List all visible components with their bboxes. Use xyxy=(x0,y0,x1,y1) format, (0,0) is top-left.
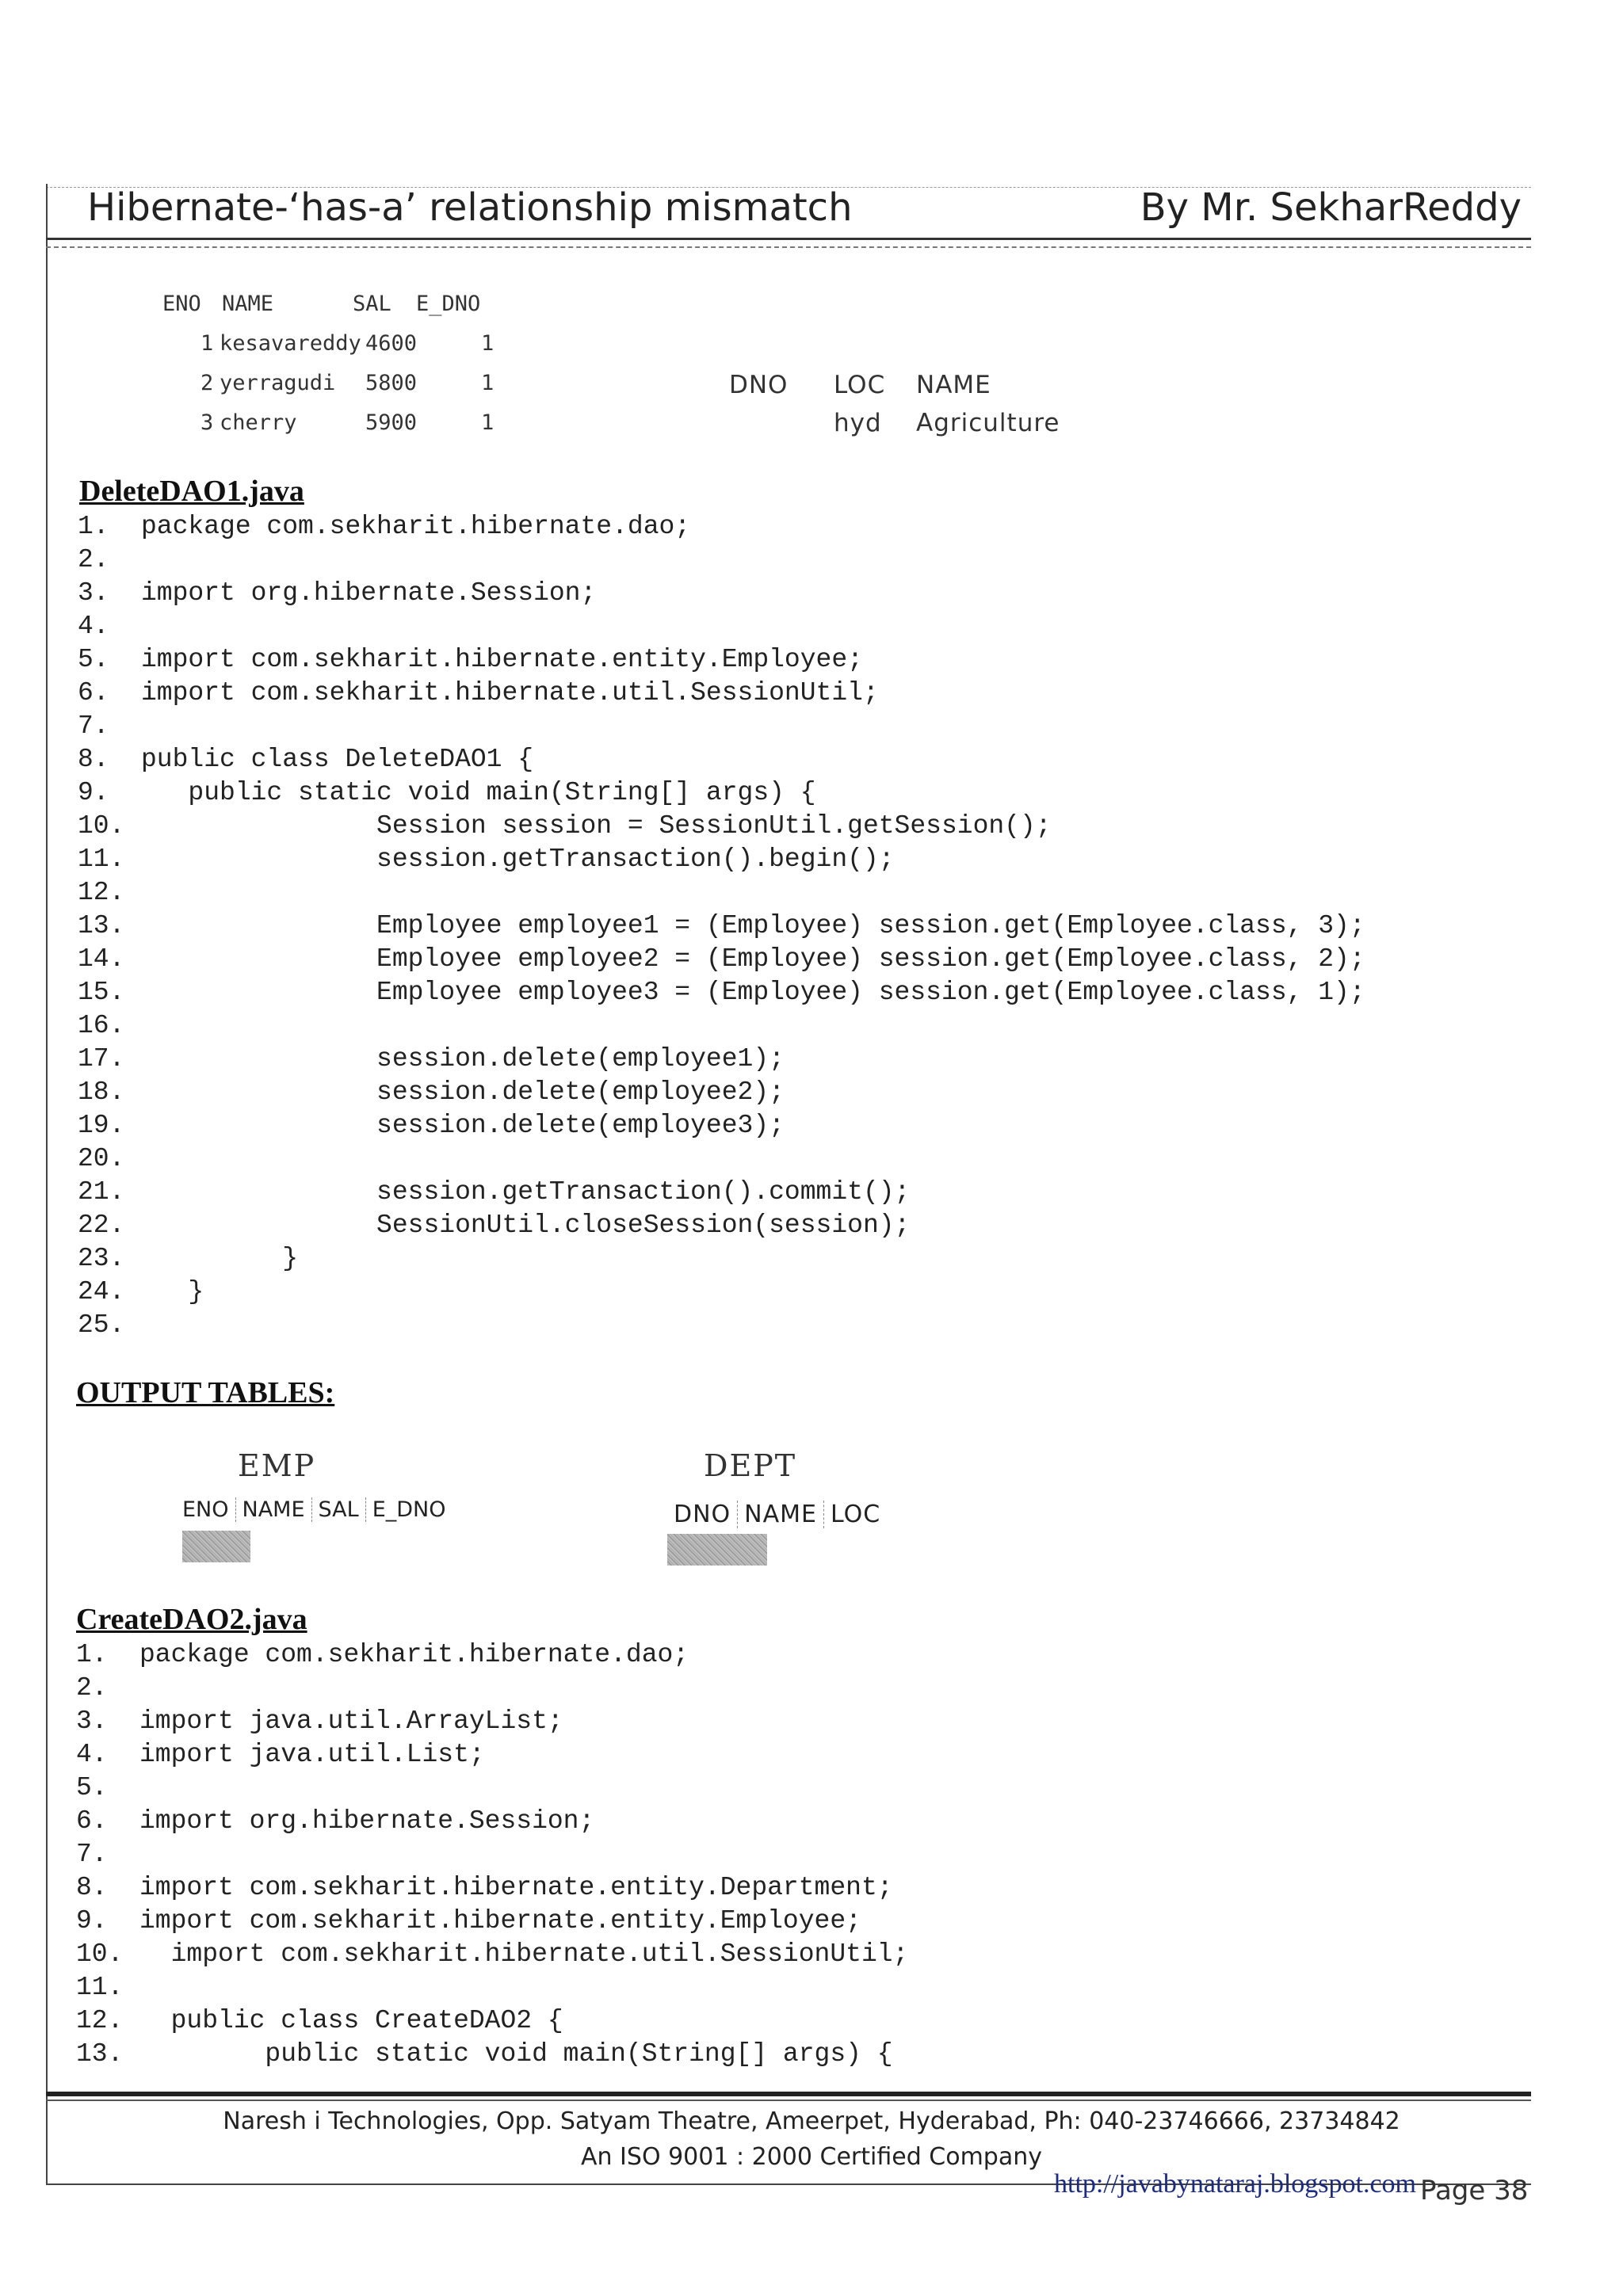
code-line xyxy=(78,943,1365,976)
line-number: 19. xyxy=(78,1111,125,1140)
line-number: 18. xyxy=(78,1077,125,1107)
code-line xyxy=(78,810,1365,843)
footer-rule xyxy=(46,2092,1531,2101)
emp-col-eno: ENO xyxy=(162,292,201,316)
code-line xyxy=(76,1772,908,1805)
code-line xyxy=(76,1672,908,1705)
line-number: 5. xyxy=(78,645,109,674)
code-line xyxy=(76,1938,908,1971)
code-line xyxy=(78,543,1365,577)
line-number: 10. xyxy=(76,1939,124,1969)
line-code: public class DeleteDAO1 { xyxy=(141,745,534,774)
line-number: 13. xyxy=(76,2039,124,2069)
line-code: public static void main(String[] args) { xyxy=(139,2039,893,2069)
line-number: 1. xyxy=(78,512,109,541)
line-code: session.getTransaction().begin(); xyxy=(141,845,895,874)
line-code: import com.sekharit.hibernate.util.SessionUtil; xyxy=(141,678,879,707)
line-number: 11. xyxy=(78,845,125,874)
code-line xyxy=(78,743,1365,776)
line-number: 12. xyxy=(76,2006,124,2035)
emp-output-shaded-cell xyxy=(182,1531,250,1562)
code-line xyxy=(78,1242,1365,1276)
code-line xyxy=(78,1309,1365,1342)
code-line xyxy=(78,1276,1365,1309)
emp-output-columns: ENO NAME SAL E_DNO xyxy=(176,1497,453,1522)
line-code: import com.sekharit.hibernate.entity.Department; xyxy=(139,1873,893,1902)
line-code: package com.sekharit.hibernate.dao; xyxy=(141,512,691,541)
create-dao2-filename: CreateDAO2.java xyxy=(76,1603,307,1636)
line-code: } xyxy=(141,1277,204,1306)
code-line xyxy=(78,1009,1365,1043)
line-number: 2. xyxy=(78,545,109,574)
emp-output-label: EMP xyxy=(238,1448,316,1483)
line-code: import java.util.List; xyxy=(139,1740,485,1769)
dept-cell-name: Agriculture xyxy=(916,409,1060,437)
code-line xyxy=(78,1142,1365,1176)
line-number: 20. xyxy=(78,1144,125,1173)
code-line xyxy=(76,1971,908,2004)
line-code: import com.sekharit.hibernate.util.SessionUtil; xyxy=(139,1939,909,1969)
output-tables-title: OUTPUT TABLES: xyxy=(76,1376,335,1409)
code-line xyxy=(78,577,1365,610)
code-line xyxy=(76,1905,908,1938)
line-code: package com.sekharit.hibernate.dao; xyxy=(139,1640,689,1669)
page-header xyxy=(87,181,1537,244)
code-line xyxy=(78,776,1365,810)
line-number: 10. xyxy=(78,811,125,841)
line-code: import com.sekharit.hibernate.entity.Employee; xyxy=(141,645,863,674)
dept-cell-loc: hyd xyxy=(834,409,882,437)
dept-output-shaded-cell xyxy=(667,1534,767,1566)
line-code: Employee employee1 = (Employee) session.get(Employee.class, 3); xyxy=(141,911,1365,940)
line-number: 15. xyxy=(78,978,125,1007)
line-number: 7. xyxy=(76,1840,108,1869)
line-number: 16. xyxy=(78,1011,125,1040)
code-line xyxy=(78,876,1365,910)
code-line xyxy=(78,976,1365,1009)
line-code: import com.sekharit.hibernate.entity.Employee; xyxy=(139,1906,861,1936)
code-line xyxy=(78,710,1365,743)
line-number: 8. xyxy=(76,1873,108,1902)
delete-dao1-code xyxy=(78,510,1365,1342)
code-line xyxy=(76,1871,908,1905)
emp-col-sal: SAL xyxy=(353,292,391,316)
code-line xyxy=(78,910,1365,943)
line-code: SessionUtil.closeSession(session); xyxy=(141,1211,911,1240)
emp-col-name: NAME xyxy=(222,292,274,316)
line-number: 17. xyxy=(78,1044,125,1074)
line-number: 12. xyxy=(78,878,125,907)
code-line xyxy=(76,2038,908,2071)
line-number: 6. xyxy=(76,1806,108,1836)
line-number: 9. xyxy=(78,778,109,807)
line-number: 14. xyxy=(78,944,125,974)
code-line xyxy=(78,677,1365,710)
line-number: 23. xyxy=(78,1244,125,1273)
line-number: 9. xyxy=(76,1906,108,1936)
line-code: Employee employee2 = (Employee) session.get(Employee.class, 2); xyxy=(141,944,1365,974)
line-code: public static void main(String[] args) { xyxy=(141,778,816,807)
emp-col-edno: E_DNO xyxy=(416,292,481,316)
code-line xyxy=(78,1209,1365,1242)
line-number: 5. xyxy=(76,1773,108,1802)
code-line xyxy=(76,1805,908,1838)
line-number: 21. xyxy=(78,1177,125,1207)
code-line xyxy=(76,1838,908,1871)
line-code: session.delete(employee3); xyxy=(141,1111,785,1140)
line-number: 6. xyxy=(78,678,109,707)
dept-col-dno: DNO xyxy=(729,371,789,399)
code-line xyxy=(78,510,1365,543)
dept-output-columns: DNO NAME LOC xyxy=(667,1501,887,1528)
line-code: session.delete(employee1); xyxy=(141,1044,785,1074)
line-number: 11. xyxy=(76,1973,124,2002)
footer-address: Naresh i Technologies, Opp. Satyam Theatre, Ameerpet, Hyderabad, Ph: 040-23746666, 23734842 xyxy=(223,2107,1400,2135)
code-line xyxy=(76,1638,908,1672)
code-line xyxy=(78,1109,1365,1142)
line-code: session.delete(employee2); xyxy=(141,1077,785,1107)
line-number: 24. xyxy=(78,1277,125,1306)
line-code: public class CreateDAO2 { xyxy=(139,2006,563,2035)
line-code: } xyxy=(141,1244,299,1273)
page-author: By Mr. SekharReddy xyxy=(1140,185,1522,230)
code-line xyxy=(78,610,1365,643)
code-line xyxy=(76,1705,908,1738)
line-number: 4. xyxy=(78,612,109,641)
line-number: 4. xyxy=(76,1740,108,1769)
code-line xyxy=(78,843,1365,876)
footer-certification: An ISO 9001 : 2000 Certified Company xyxy=(580,2143,1042,2171)
dept-output-label: DEPT xyxy=(704,1448,797,1483)
dept-col-name: NAME xyxy=(916,371,991,399)
create-dao2-code xyxy=(76,1638,908,2071)
line-number: 2. xyxy=(76,1673,108,1703)
line-number: 3. xyxy=(76,1707,108,1736)
line-code: import org.hibernate.Session; xyxy=(139,1806,595,1836)
line-number: 25. xyxy=(78,1310,125,1340)
code-line xyxy=(76,1738,908,1772)
line-code: import org.hibernate.Session; xyxy=(141,578,597,608)
code-line xyxy=(78,1043,1365,1076)
line-number: 1. xyxy=(76,1640,108,1669)
dept-col-loc: LOC xyxy=(834,371,886,399)
line-number: 3. xyxy=(78,578,109,608)
line-number: 13. xyxy=(78,911,125,940)
blog-url[interactable]: http://javabynataraj.blogspot.com xyxy=(1054,2169,1417,2199)
line-number: 22. xyxy=(78,1211,125,1240)
line-code: import java.util.ArrayList; xyxy=(139,1707,563,1736)
delete-dao1-filename: DeleteDAO1.java xyxy=(79,475,304,508)
code-line xyxy=(78,643,1365,677)
header-rule xyxy=(46,238,1531,248)
code-line xyxy=(78,1176,1365,1209)
line-code: Session session = SessionUtil.getSession(); xyxy=(141,811,1052,841)
page-title: Hibernate-‘has-a’ relationship mismatch xyxy=(87,185,853,230)
page-number: Page 38 xyxy=(1420,2175,1529,2206)
code-line xyxy=(78,1076,1365,1109)
line-code: Employee employee3 = (Employee) session.get(Employee.class, 1); xyxy=(141,978,1365,1007)
line-number: 8. xyxy=(78,745,109,774)
line-number: 7. xyxy=(78,711,109,741)
line-code: session.getTransaction().commit(); xyxy=(141,1177,911,1207)
code-line xyxy=(76,2004,908,2038)
